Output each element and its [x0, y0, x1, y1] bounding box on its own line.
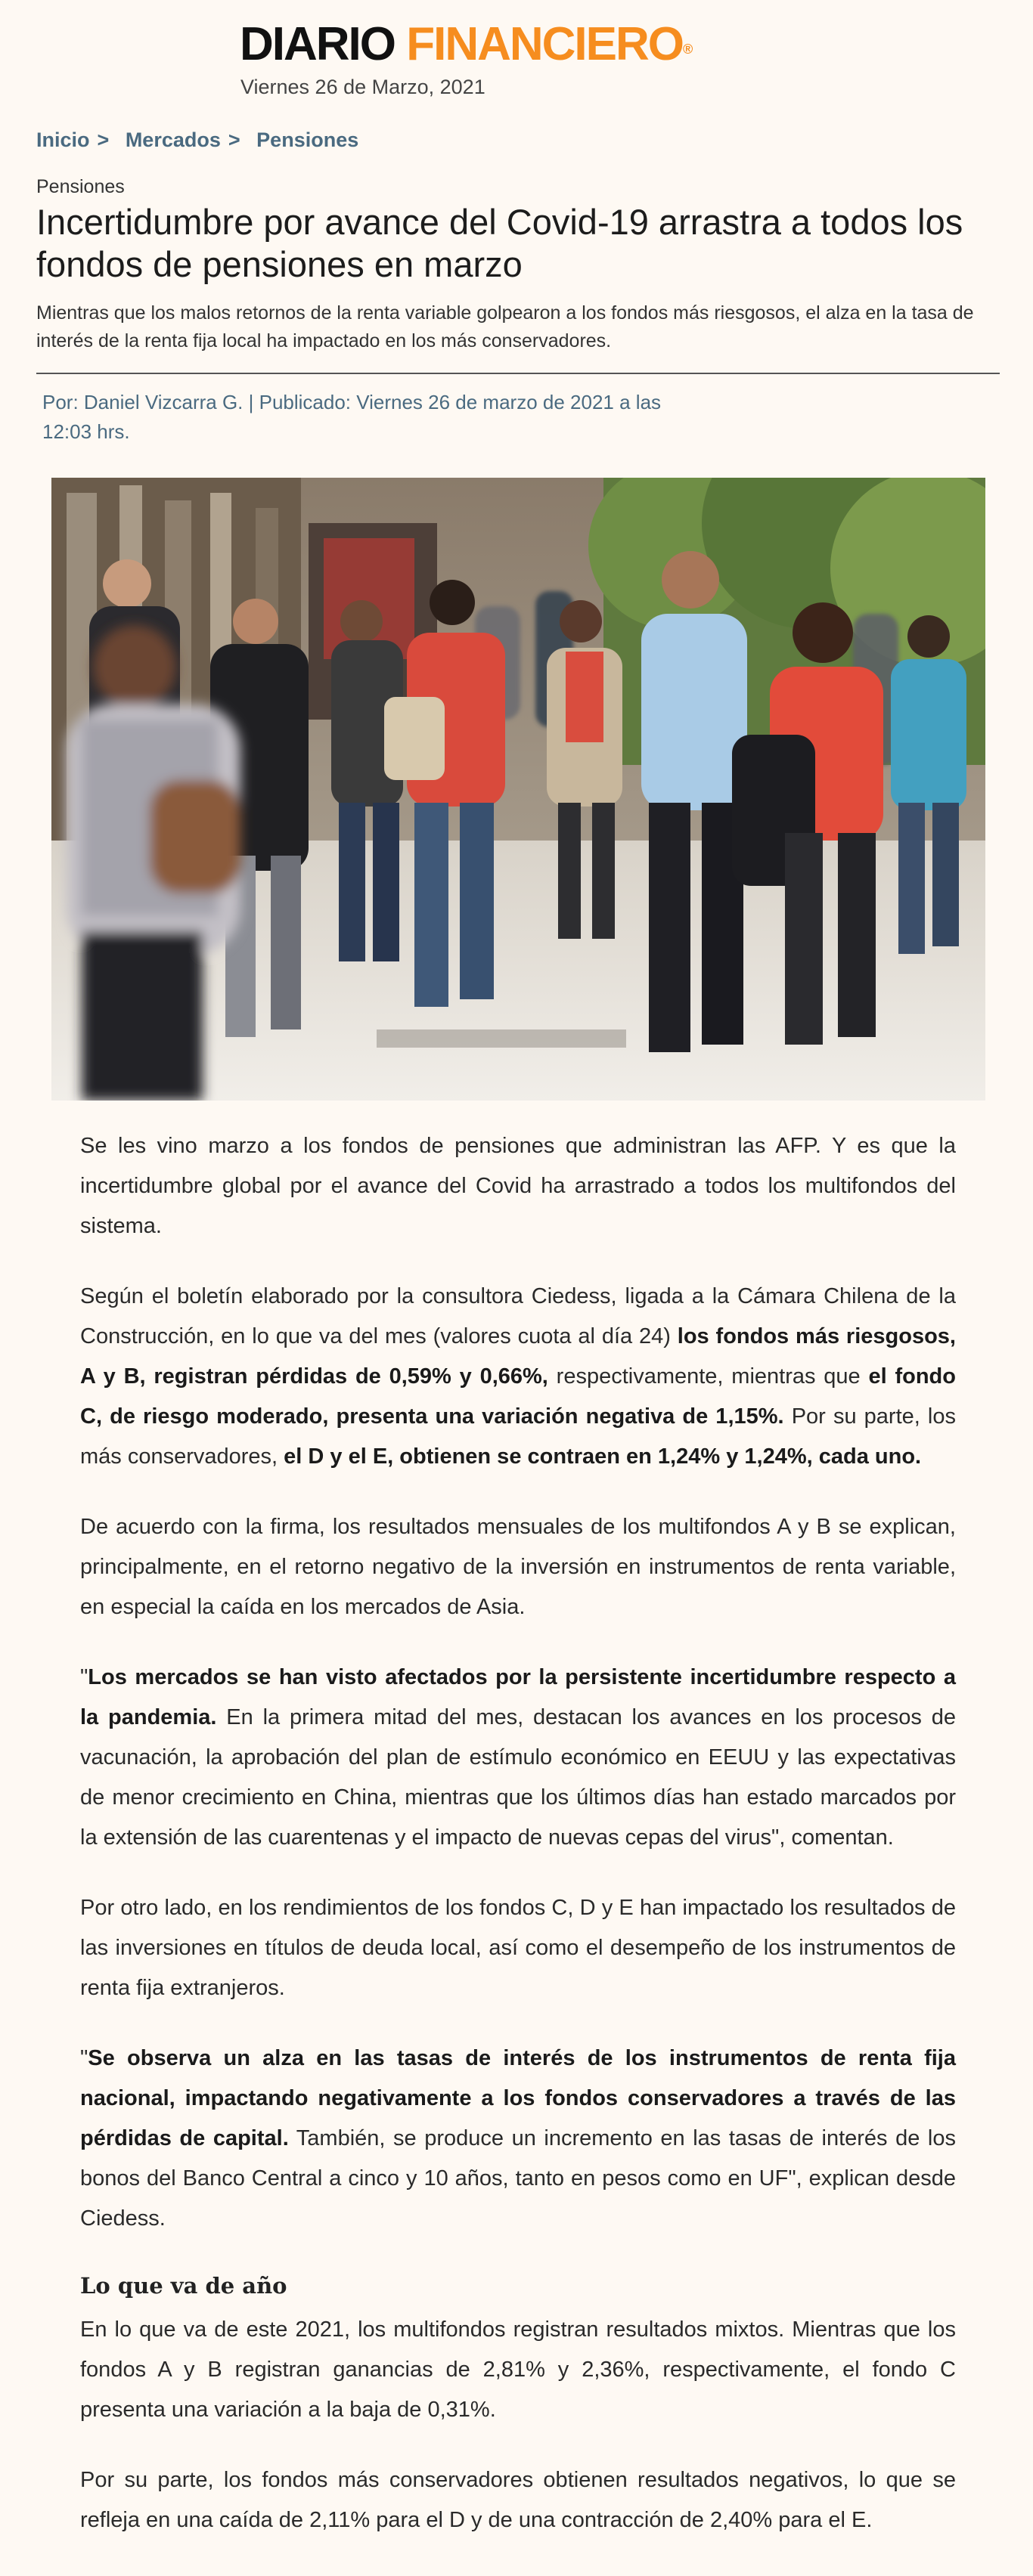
- paragraph-4: [80, 1658, 956, 1858]
- breadcrumb-separator: >: [228, 128, 240, 151]
- text-run: Por su parte, los más conservadores,: [80, 1404, 957, 1469]
- text-run: También, se produce un incremento en las tasas de interés de los bonos del Banco Central a cinco y 10 años, tanto en pesos como en UF", explican desde Ciedess.: [80, 2126, 956, 2231]
- text-run: ": [80, 1665, 88, 1689]
- subheading: Lo que va de año: [80, 2273, 287, 2299]
- paragraph-8: Por su parte, los fondos más conservadores obtienen resultados negativos, lo que se refleja en una caída de 2,11% para el D y de una contracción de 2,40% para el E.: [80, 2468, 956, 2532]
- paragraph-7: En lo que va de este 2021, los multifondos registran resultados mixtos. Mientras que los fondos A y B registran ganancias de 2,81% y 2,36%, respectivamente, el fondo C presenta una variación a la baja de 0,31%.: [80, 2317, 956, 2422]
- breadcrumb-separator: >: [97, 128, 110, 151]
- text-run: respectivamente, mientras que: [548, 1364, 869, 1389]
- article-body: [80, 1126, 956, 2571]
- breadcrumb-pensiones[interactable]: Pensiones: [256, 128, 359, 151]
- logo-word-diario: DIARIO: [240, 18, 395, 70]
- article-section[interactable]: Pensiones: [36, 176, 125, 197]
- logo-word-financiero: FINANCIERO: [406, 18, 684, 70]
- paragraph-5: Por otro lado, en los rendimientos de los fondos C, D y E han impactado los resultados de las inversiones en títulos de deuda local, así como el desempeño de los instrumentos de renta fija extranjeros.: [80, 1896, 956, 2000]
- bold-text: el D y el E, obtienen se contraen en 1,24% y 1,24%, cada uno.: [284, 1444, 922, 1469]
- article-byline: Por: Daniel Vizcarra G. | Publicado: Viernes 26 de marzo de 2021 a las 12:03 hrs.: [42, 391, 662, 443]
- breadcrumb: [36, 128, 358, 152]
- masthead-date: Viernes 26 de Marzo, 2021: [240, 76, 485, 98]
- divider: [36, 373, 1000, 374]
- article-photo: [51, 478, 985, 1101]
- bold-text: Se observa un alza en las tasas de interés de los instrumentos de renta fija nacional, impactando negativamente a los fondos conservadores a través de las pérdidas de capital.: [80, 2046, 956, 2150]
- crowd-street-photo: [51, 478, 985, 1101]
- paragraph-6: [80, 2039, 956, 2239]
- breadcrumb-inicio[interactable]: Inicio: [36, 128, 90, 151]
- bold-text: el fondo C, de riesgo moderado, presenta una variación negativa de 1,15%.: [80, 1364, 956, 1429]
- text-run: En la primera mitad del mes, destacan los avances en los procesos de vacunación, la aprobación del plan de estímulo económico en EEUU y las expectativas de menor crecimiento en China, mientras que los últimos días han estado marcados por la extensión de las cuarentenas y el impacto de nuevas cepas del virus", comentan.: [80, 1705, 957, 1850]
- text-run: ": [80, 2046, 88, 2070]
- logo-registered-mark: ®: [683, 42, 692, 57]
- bold-text: los fondos más riesgosos, A y B, registran pérdidas de 0,59% y 0,66%,: [80, 1324, 956, 1389]
- paragraph-3: De acuerdo con la firma, los resultados mensuales de los multifondos A y B se explican, principalmente, en el retorno negativo de la inversión en instrumentos de renta variable, en especial la caída en los mercados de Asia.: [80, 1515, 956, 1619]
- text-run: Según el boletín elaborado por la consultora Ciedess, ligada a la Cámara Chilena de la Construcción, en lo que va del mes (valores cuota al día 24): [80, 1284, 956, 1348]
- breadcrumb-mercados[interactable]: Mercados: [125, 128, 221, 151]
- bold-text: Los mercados se han visto afectados por la persistente incertidumbre respecto a la pandemia.: [80, 1665, 956, 1729]
- paragraph-2: [80, 1277, 956, 1477]
- site-logo[interactable]: [240, 18, 691, 71]
- paragraph-1: Se les vino marzo a los fondos de pensiones que administran las AFP. Y es que la incertidumbre global por el avance del Covid ha arrastrado a todos los multifondos del sistema.: [80, 1134, 956, 1238]
- article-title: Incertidumbre por avance del Covid-19 arrastra a todos los fondos de pensiones en marzo: [36, 202, 963, 284]
- article-lead: Mientras que los malos retornos de la renta variable golpearon a los fondos más riesgosos, el alza en la tasa de interés de la renta fija local ha impactado en los más conservadores.: [36, 302, 974, 351]
